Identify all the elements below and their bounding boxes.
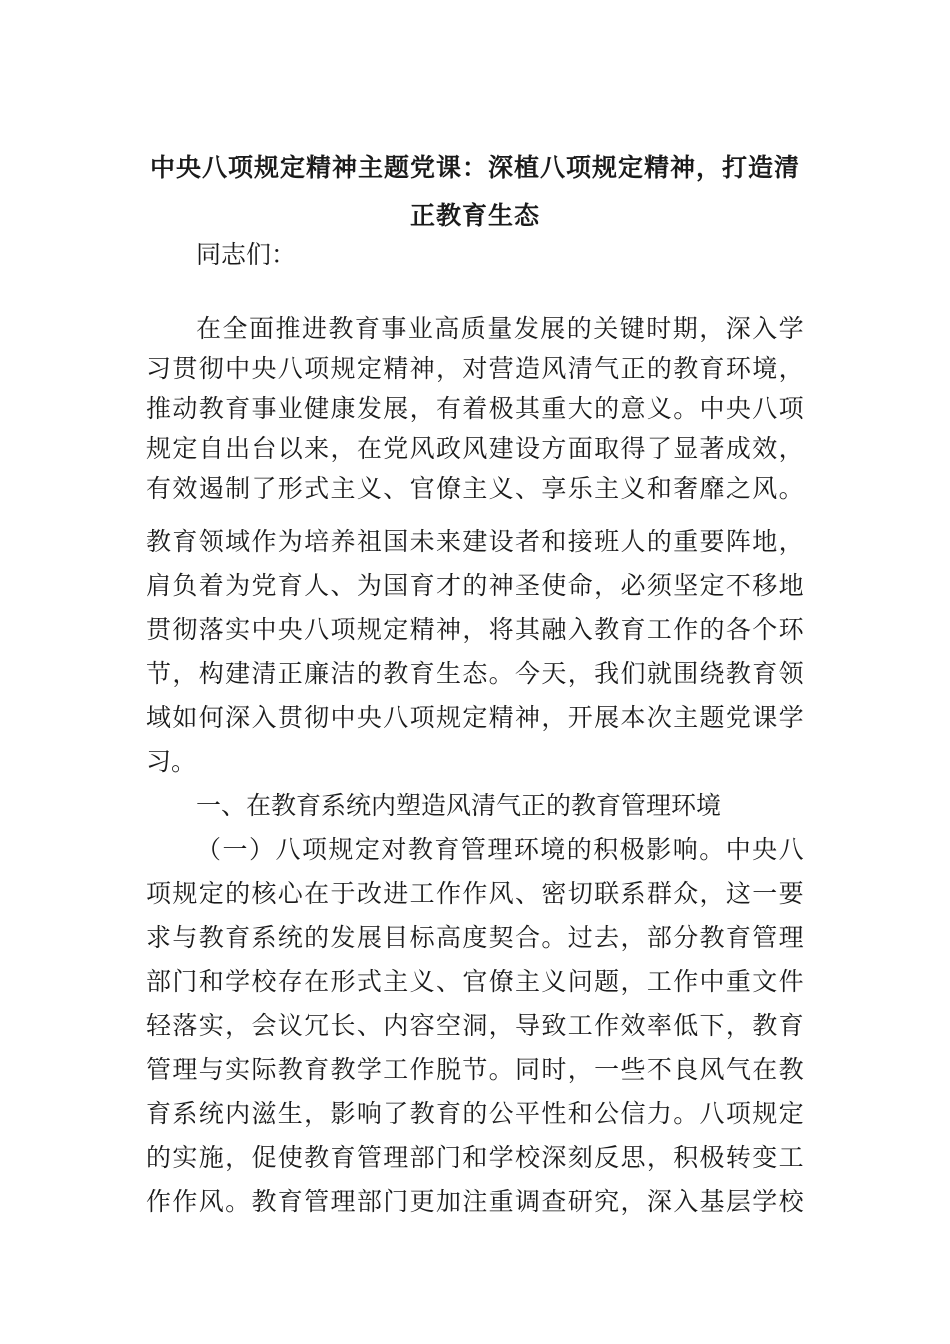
- paragraph-line: 育 系 统 内 滋 生 ， 影 响 了 教 育 的 公 平 性 和 公 信 力 。 八 项 规 定: [146, 1099, 804, 1128]
- document-title-line-2: 正教育生态: [409, 201, 540, 230]
- section-1-heading: 一、在教育系统内塑造风清气正的教育管理环境: [196, 791, 722, 820]
- paragraph-line: 在 全 面 推 进 教 育 事 业 高 质 量 发 展 的 关 键 时 期 ， 深 入 学: [196, 314, 804, 343]
- paragraph-line: 规 定 自 出 台 以 来 ， 在 党 风 政 风 建 设 方 面 取 得 了 显 著 成 效 ，: [146, 434, 804, 463]
- paragraph-line: 求 与 教 育 系 统 的 发 展 目 标 高 度 契 合 。 过 去 ， 部 分 教 育 管 理: [146, 923, 804, 952]
- greeting: 同志们：: [196, 240, 297, 269]
- paragraph-line: 部 门 和 学 校 存 在 形 式 主 义 、 官 僚 主 义 问 题 ， 工 作 中 重 文 件: [146, 967, 804, 996]
- paragraph-line: （ 一 ） 八 项 规 定 对 教 育 管 理 环 境 的 积 极 影 响 。 中 央 八: [196, 835, 804, 864]
- paragraph-line: 贯 彻 落 实 中 央 八 项 规 定 精 神 ， 将 其 融 入 教 育 工 作 的 各 个 环: [146, 615, 804, 644]
- paragraph-line: 有 效 遏 制 了 形 式 主 义 、 官 僚 主 义 、 享 乐 主 义 和 奢 靡 之 风 。: [146, 474, 804, 503]
- paragraph-line: 节 ， 构 建 清 正 廉 洁 的 教 育 生 态 。 今 天 ， 我 们 就 围 绕 教 育 领: [146, 659, 804, 688]
- paragraph-line: 肩 负 着 为 党 育 人 、 为 国 育 才 的 神 圣 使 命 ， 必 须 坚 定 不 移 地: [146, 571, 804, 600]
- paragraph-line: 习 贯 彻 中 央 八 项 规 定 精 神 ， 对 营 造 风 清 气 正 的 教 育 环 境 ，: [146, 354, 804, 383]
- paragraph-line: 管 理 与 实 际 教 育 教 学 工 作 脱 节 。 同 时 ， 一 些 不 良 风 气 在 教: [146, 1055, 804, 1084]
- paragraph-line: 域 如 何 深 入 贯 彻 中 央 八 项 规 定 精 神 ， 开 展 本 次 主 题 党 课 学: [146, 703, 804, 732]
- paragraph-line: 项 规 定 的 核 心 在 于 改 进 工 作 作 风 、 密 切 联 系 群 众 ， 这 一 要: [146, 879, 804, 908]
- paragraph-line: 推 动 教 育 事 业 健 康 发 展 ， 有 着 极 其 重 大 的 意 义 。 中 央 八 项: [146, 394, 804, 423]
- paragraph-line: 轻 落 实 ， 会 议 冗 长 、 内 容 空 洞 ， 导 致 工 作 效 率 低 下 ， 教 育: [146, 1011, 804, 1040]
- paragraph-line: 教 育 领 域 作 为 培 养 祖 国 未 来 建 设 者 和 接 班 人 的 重 要 阵 地 ，: [146, 527, 804, 556]
- paragraph-line: 的 实 施 ， 促 使 教 育 管 理 部 门 和 学 校 深 刻 反 思 ， 积 极 转 变 工: [146, 1143, 804, 1172]
- paragraph-line: 习。: [146, 747, 197, 776]
- paragraph-line: 作 作 风 。 教 育 管 理 部 门 更 加 注 重 调 查 研 究 ， 深 入 基 层 学 校: [146, 1187, 804, 1216]
- document-title-line-1: 中央八项规定精神主题党课：深植八项规定精神，打造清: [149, 153, 800, 182]
